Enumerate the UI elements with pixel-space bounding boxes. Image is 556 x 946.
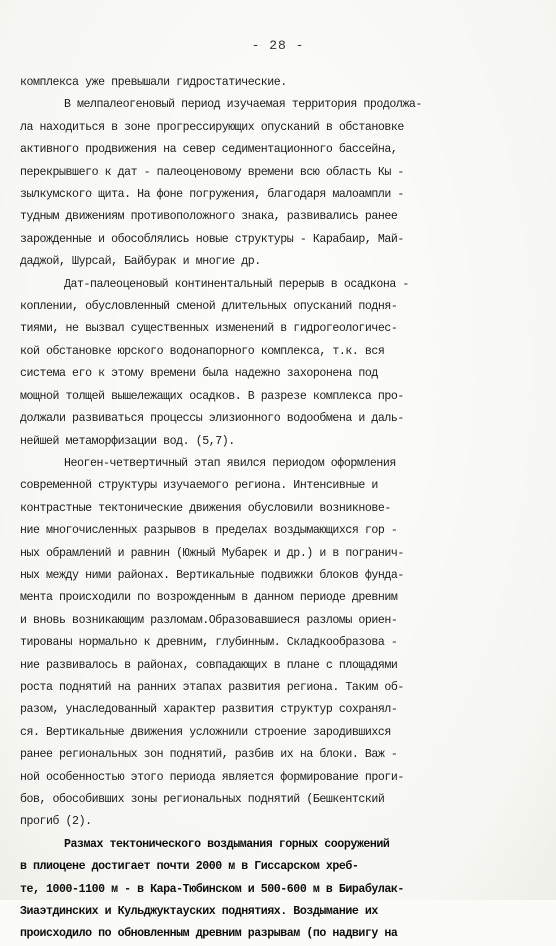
paragraph bbox=[20, 274, 540, 453]
text-line: ранее региональных зон поднятий, разбив их на блоки. Важ - bbox=[20, 748, 398, 762]
text-line: происходило по обновленным древним разрывам (по надвигу на bbox=[20, 927, 398, 941]
text-line: ние многочисленных разрывов в пределах воздымающихся гор - bbox=[20, 524, 398, 538]
text-line: Зиаэтдинских и Кульджуктауских поднятиях. Воздымание их bbox=[20, 905, 378, 919]
text-line: Размах тектонического воздымания горных сооружений bbox=[64, 837, 390, 851]
text-line: тированы нормально к древним, глубинным. Складкообразова - bbox=[20, 636, 398, 650]
paragraph bbox=[20, 834, 540, 946]
text-line: должали развиваться процессы элизионного водообмена и даль- bbox=[20, 412, 404, 426]
text-line: Неоген-четвертичный этап явился периодом оформления bbox=[64, 456, 396, 470]
text-line: тиями, не вызвал существенных изменений в гидрогеологичес- bbox=[20, 322, 398, 336]
text-line: даджой, Шурсай, Байбурак и многие др. bbox=[20, 255, 261, 269]
text-line: разом, унаследованный характер развития структур сохранял- bbox=[20, 703, 398, 717]
paragraph bbox=[20, 453, 540, 834]
text-line: зарожденные и обособлялись новые структуры - Карабаир, Май- bbox=[20, 232, 404, 246]
text-line: мощной толщей вышележащих осадков. В разрезе комплекса про- bbox=[20, 389, 404, 403]
paragraph bbox=[20, 72, 540, 94]
text-line: те, 1000-1100 м - в Кара-Тюбинском и 500-600 м в Бирабулак- bbox=[20, 882, 404, 896]
text-line: ных между ними районах. Вертикальные подвижки блоков фунда- bbox=[20, 568, 404, 582]
text-line: ла находиться в зоне прогрессирующих опусканий в обстановке bbox=[20, 120, 404, 134]
text-line: в плиоцене достигает почти 2000 м в Гиссарском хреб- bbox=[20, 860, 359, 874]
text-line: бов, обособивших зоны региональных поднятий (Бешкентский bbox=[20, 793, 385, 806]
text-line: и вновь возникающим разломам.Образовавшиеся разломы ориен- bbox=[20, 613, 398, 627]
text-line: ся. Вертикальные движения усложнили строение зародившихся bbox=[20, 725, 391, 739]
text-line: нейшей метаморфизации вод. (5,7). bbox=[20, 434, 235, 448]
text-line: перекрывшего к дат - палеоценовому времени всю область Кы - bbox=[20, 165, 404, 179]
text-line: тудным движениям противоположного знака, развивались ранее bbox=[20, 210, 398, 224]
text-line: роста поднятий на ранних этапах развития региона. Таким об- bbox=[20, 680, 404, 694]
text-line: Дат-палеоценовый континентальный перерыв в осадкона - bbox=[64, 277, 409, 291]
text-line: кой обстановке юрского водонапорного комплекса, т.к. вся bbox=[20, 344, 385, 358]
text-line: ных обрамлений и равнин (Южный Мубарек и др.) и в погранич- bbox=[20, 546, 404, 560]
text-line: В мелпалеогеновый период изучаемая территория продолжа- bbox=[64, 98, 422, 112]
text-line: прогиб (2). bbox=[20, 815, 92, 829]
document-body bbox=[20, 72, 540, 946]
text-line: коплении, обусловленный сменой длительных опусканий подня- bbox=[20, 300, 398, 314]
text-line: зылкумского щита. На фоне погружения, благодаря малоампли - bbox=[20, 188, 404, 202]
text-line: мента происходили по возрожденным в данном периоде древним bbox=[20, 591, 398, 605]
text-line: контрастные тектонические движения обусловили возникнове- bbox=[20, 501, 391, 515]
text-line: ной особенностью этого периода является формирование проги- bbox=[20, 770, 404, 784]
text-line: современной структуры изучаемого региона. Интенсивные и bbox=[20, 479, 378, 493]
text-line: ние развивалось в районах, совпадающих в плане с площадями bbox=[20, 658, 398, 672]
page-number: - 28 - bbox=[251, 38, 305, 53]
paragraph bbox=[20, 94, 540, 273]
text-line: комплекса уже превышали гидростатические. bbox=[20, 76, 287, 89]
text-line: система его к этому времени была надежно захоронена под bbox=[20, 367, 378, 381]
text-line: активного продвижения на север седиментационного бассейна, bbox=[20, 143, 398, 157]
